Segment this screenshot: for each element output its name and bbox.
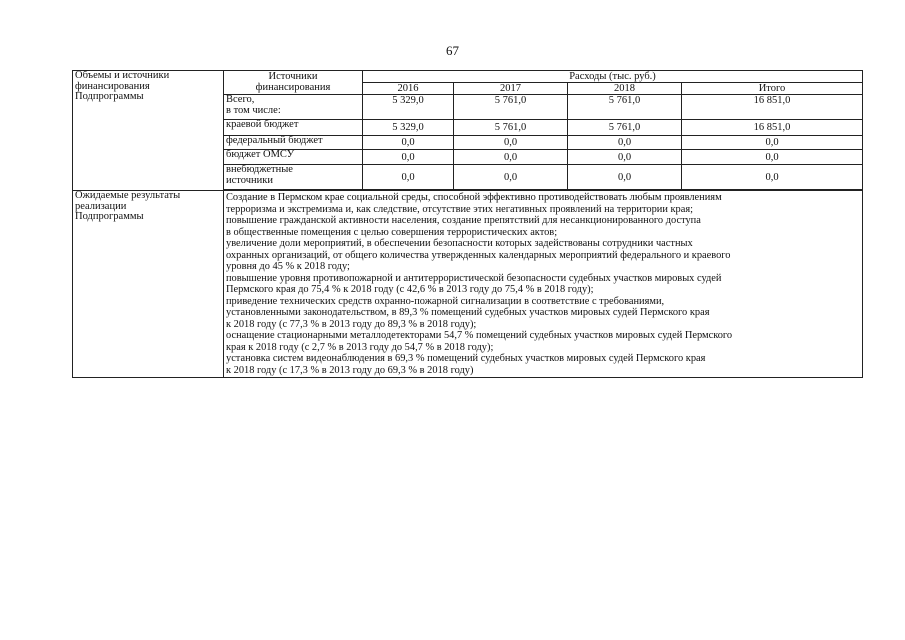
- results-line: повышение уровня противопожарной и антитеррористической безопасности судебных участков мировых судей: [226, 272, 722, 284]
- year-2017: 2017: [454, 83, 568, 95]
- funding-label-line: Объемы и источники: [75, 70, 170, 81]
- results-line: охранных организаций, от общего количества утвержденных календарных мероприятий федерального и краевого: [226, 249, 731, 261]
- sources-header: [224, 71, 363, 95]
- value-cell: 0,0: [568, 150, 682, 165]
- value-cell: 0,0: [454, 165, 568, 190]
- row-label: федеральный бюджет: [224, 136, 363, 150]
- funding-section-label: [73, 71, 224, 191]
- results-label-line: Ожидаемые результаты: [75, 190, 181, 201]
- value-cell: 16 851,0: [682, 95, 863, 120]
- funding-label-line: Подпрограммы: [75, 91, 144, 102]
- results-line: увеличение доли мероприятий, в обеспечении безопасности которых задействованы сотрудники частных: [226, 238, 693, 249]
- results-line: к 2018 году (с 77,3 % в 2013 году до 89,3 % в 2018 году);: [226, 318, 477, 330]
- results-line: в общественные помещения с целью совершения террористических актов;: [226, 226, 558, 238]
- row-label-line: источники: [226, 174, 273, 186]
- row-label-line: в том числе:: [226, 104, 281, 116]
- results-line: терроризма и экстремизма и, как следствие, отсутствие этих негативных проявлений на территории края;: [226, 203, 694, 215]
- row-label-line: внебюджетные: [226, 164, 293, 175]
- value-cell: 0,0: [682, 150, 863, 165]
- value-cell: 5 761,0: [454, 95, 568, 120]
- year-total: Итого: [682, 83, 863, 95]
- results-line: уровня до 45 % к 2018 году;: [226, 261, 350, 272]
- results-label-line: реализации: [75, 200, 127, 212]
- results-line: Создание в Пермском крае социальной среды, способной эффективно противодействовать любым проявлениям: [226, 192, 722, 203]
- value-cell: 0,0: [682, 165, 863, 190]
- results-row: [73, 191, 863, 378]
- value-cell: 0,0: [454, 150, 568, 165]
- value-cell: 0,0: [568, 165, 682, 190]
- year-2018: 2018: [568, 83, 682, 95]
- value-cell: 0,0: [363, 165, 454, 190]
- results-line: приведение технических средств охранно-пожарной сигнализации в соответствие с требованиями,: [226, 295, 665, 307]
- results-line: установленными законодательством, в 89,3 % помещений судебных участков мировых судей Пермского края: [226, 307, 710, 318]
- results-line: Пермского края до 75,4 % к 2018 году (с 42,6 % в 2013 году до 75,4 % в 2018 году);: [226, 284, 594, 295]
- row-label: бюджет ОМСУ: [224, 150, 363, 165]
- funding-header-row: [73, 71, 863, 83]
- results-line: края к 2018 году (с 2,7 % в 2013 году до 54,7 % в 2018 году);: [226, 341, 494, 353]
- results-line: повышение гражданской активности населения, создание препятствий для несанкционированного доступа: [226, 215, 701, 226]
- results-section-label: [73, 191, 224, 378]
- page-number: 67: [446, 43, 459, 58]
- value-cell: 5 761,0: [454, 120, 568, 136]
- value-cell: 0,0: [454, 136, 568, 150]
- value-cell: 16 851,0: [682, 120, 863, 136]
- results-label-line: Подпрограммы: [75, 211, 144, 222]
- subprogram-table: [72, 70, 863, 378]
- results-line: к 2018 году (с 17,3 % в 2013 году до 69,3 % в 2018 году): [226, 364, 474, 376]
- value-cell: 5 329,0: [363, 95, 454, 120]
- results-text: [224, 191, 863, 378]
- sources-header-line: финансирования: [255, 82, 331, 93]
- value-cell: 5 761,0: [568, 120, 682, 136]
- value-cell: 0,0: [568, 136, 682, 150]
- row-label-line: Всего,: [226, 94, 255, 105]
- value-cell: 5 329,0: [363, 120, 454, 136]
- row-label: [224, 95, 363, 120]
- value-cell: 0,0: [682, 136, 863, 150]
- expenses-header: Расходы (тыс. руб.): [363, 71, 863, 83]
- row-label: краевой бюджет: [224, 120, 363, 136]
- results-line: оснащение стационарными металлодетекторами 54,7 % помещений судебных участков мировых судей Пермского: [226, 330, 733, 341]
- sources-header-line: Источники: [268, 71, 318, 82]
- funding-label-line: финансирования: [75, 80, 150, 92]
- year-2016: 2016: [363, 83, 454, 95]
- row-label: [224, 165, 363, 190]
- results-line: установка систем видеонаблюдения в 69,3 % помещений судебных участков мировых судей Пермского края: [226, 353, 706, 364]
- value-cell: 5 761,0: [568, 95, 682, 120]
- value-cell: 0,0: [363, 136, 454, 150]
- value-cell: 0,0: [363, 150, 454, 165]
